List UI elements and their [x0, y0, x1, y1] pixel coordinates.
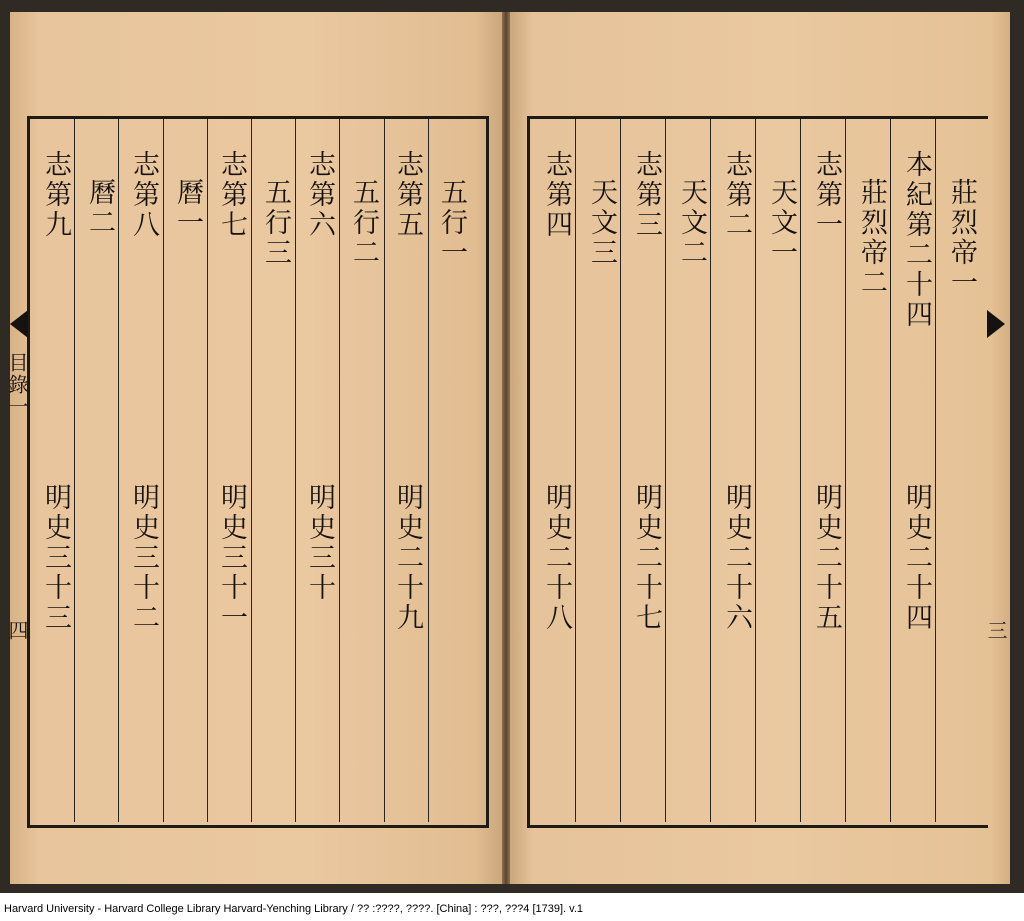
left-col-5-title: 志第七 [216, 150, 247, 240]
column-rule [295, 119, 296, 822]
right-col-10-title: 莊烈帝一 [946, 178, 977, 298]
fish-tail-mark [10, 310, 28, 338]
left-page-number: 四 [5, 620, 29, 643]
library-footer: Harvard University - Harvard College Library Harvard-Yenching Library / ?? :????, ????. [China] : ???, ???4 [1739]. v.1 [4, 903, 584, 915]
left-col-9-title: 志第五 [392, 150, 423, 240]
column-rule [251, 119, 252, 822]
column-rule [339, 119, 340, 822]
left-col-1-title: 志第九 [40, 150, 71, 240]
left-col-2-title: 曆二 [84, 178, 115, 238]
right-col-3-ref: 明史二十七 [631, 483, 662, 633]
left-col-6-title: 五行三 [260, 178, 291, 268]
right-col-1-ref: 明史二十八 [541, 483, 572, 633]
left-col-7-title: 志第六 [304, 150, 335, 240]
column-rule [755, 119, 756, 822]
right-col-5-ref: 明史二十六 [721, 483, 752, 633]
column-rule [118, 119, 119, 822]
left-col-4-title: 曆一 [172, 178, 203, 238]
right-col-3-title: 志第三 [631, 150, 662, 240]
right-col-7-ref: 明史二十五 [811, 483, 842, 633]
fish-tail-mark [987, 310, 1005, 338]
column-rule [163, 119, 164, 822]
column-rule [384, 119, 385, 822]
right-col-5-title: 志第二 [721, 150, 752, 240]
left-col-5-ref: 明史三十一 [216, 483, 247, 633]
column-rule [845, 119, 846, 822]
column-rule [428, 119, 429, 822]
book-gutter [502, 12, 510, 884]
column-rule [665, 119, 666, 822]
left-col-10-title: 五行一 [436, 178, 467, 268]
left-col-3-ref: 明史三十二 [128, 483, 159, 633]
right-col-9-ref: 明史二十四 [901, 483, 932, 633]
right-col-6-title: 天文一 [766, 178, 797, 268]
column-rule [800, 119, 801, 822]
left-col-9-ref: 明史二十九 [392, 483, 423, 633]
right-col-4-title: 天文二 [676, 178, 707, 268]
column-rule [575, 119, 576, 822]
column-rule [710, 119, 711, 822]
right-col-2-title: 天文三 [586, 178, 617, 268]
margin-title: 目錄一 [5, 352, 29, 418]
right-page-number: 三 [984, 620, 1008, 643]
left-col-7-ref: 明史三十 [304, 483, 335, 603]
right-col-1-title: 志第四 [541, 150, 572, 240]
column-rule [890, 119, 891, 822]
left-margin-banxin [5, 310, 30, 750]
left-col-3-title: 志第八 [128, 150, 159, 240]
column-rule [207, 119, 208, 822]
column-rule [74, 119, 75, 822]
left-col-1-ref: 明史三十三 [40, 483, 71, 633]
right-col-9-title: 本紀第二十四 [901, 150, 932, 330]
left-col-8-title: 五行二 [348, 178, 379, 268]
column-rule [620, 119, 621, 822]
right-margin-banxin [985, 310, 1010, 750]
column-rule [935, 119, 936, 822]
right-col-7-title: 志第一 [811, 150, 842, 240]
right-col-8-title: 莊烈帝二 [856, 178, 887, 298]
